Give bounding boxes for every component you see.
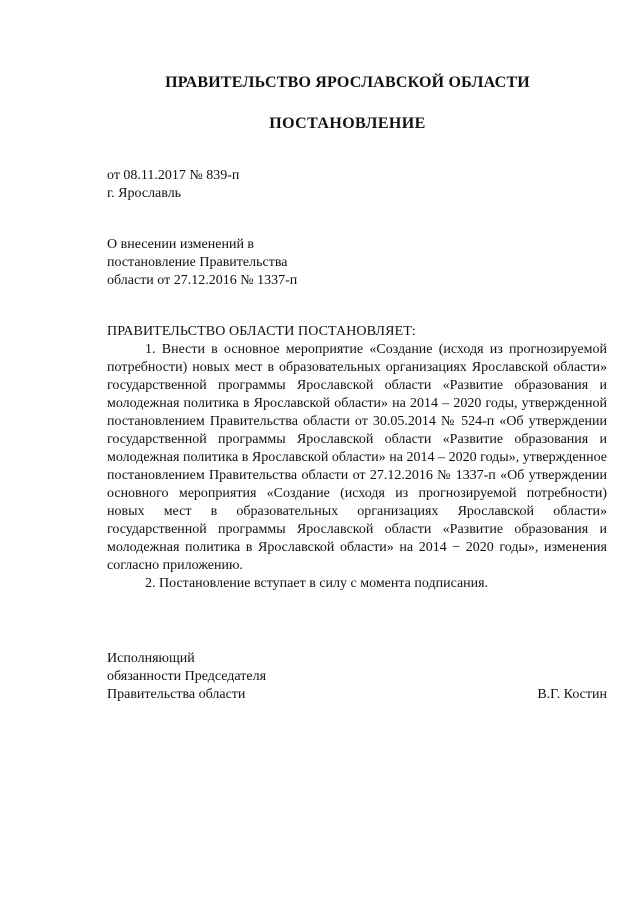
signatory-title-line-3: Правительства области bbox=[107, 687, 246, 702]
signatory-title-line-1: Исполняющий bbox=[107, 651, 195, 666]
signature-block bbox=[107, 650, 607, 704]
paragraph-1: 1. Внести в основное мероприятие «Создание (исходя из прогнозируемой потребности) новых мест в образовательных организациях Ярославской области» государственной программы Ярославской области «Развитие образования и молодежная политика в Ярославской области» на 2014 – 2020 годы, утвержденной постановлением Правительства области от 30.05.2014 № 524-п «Об утверждении государственной программы Ярославской области «Развитие образования и молодежная политика в Ярославской области» на 2014 – 2020 годы», утвержденное постановлением Правительства области от 27.12.2016 № 1337-п «Об утверждении основного мероприятия «Создание (исходя из прогнозируемой потребности) новых мест в образовательных организациях Ярославской области» государственной программы Ярославской области «Развитие образования и молодежная политика в Ярославской области» на 2014 − 2020 годы», изменения согласно приложению. bbox=[107, 342, 607, 573]
subject-line-2: постановление Правительства bbox=[107, 255, 288, 270]
document-body bbox=[107, 323, 607, 593]
city: г. Ярославль bbox=[107, 186, 182, 201]
document-type-title: ПОСТАНОВЛЕНИЕ bbox=[269, 115, 426, 132]
subject-line-3: области от 27.12.2016 № 1337-п bbox=[107, 273, 298, 288]
subject-line-1: О внесении изменений в bbox=[107, 237, 255, 252]
paragraph-2: 2. Постановление вступает в силу с момента подписания. bbox=[145, 576, 489, 591]
date-number: от 08.11.2017 № 839-п bbox=[107, 168, 240, 183]
document-subject bbox=[107, 236, 297, 290]
signatory-name: В.Г. Костин bbox=[537, 687, 607, 702]
decree-statement: ПРАВИТЕЛЬСТВО ОБЛАСТИ ПОСТАНОВЛЯЕТ: bbox=[107, 324, 416, 339]
organization-title: ПРАВИТЕЛЬСТВО ЯРОСЛАВСКОЙ ОБЛАСТИ bbox=[165, 74, 530, 91]
signatory-title-line-2: обязанности Председателя bbox=[107, 669, 267, 684]
document-meta bbox=[107, 167, 239, 203]
